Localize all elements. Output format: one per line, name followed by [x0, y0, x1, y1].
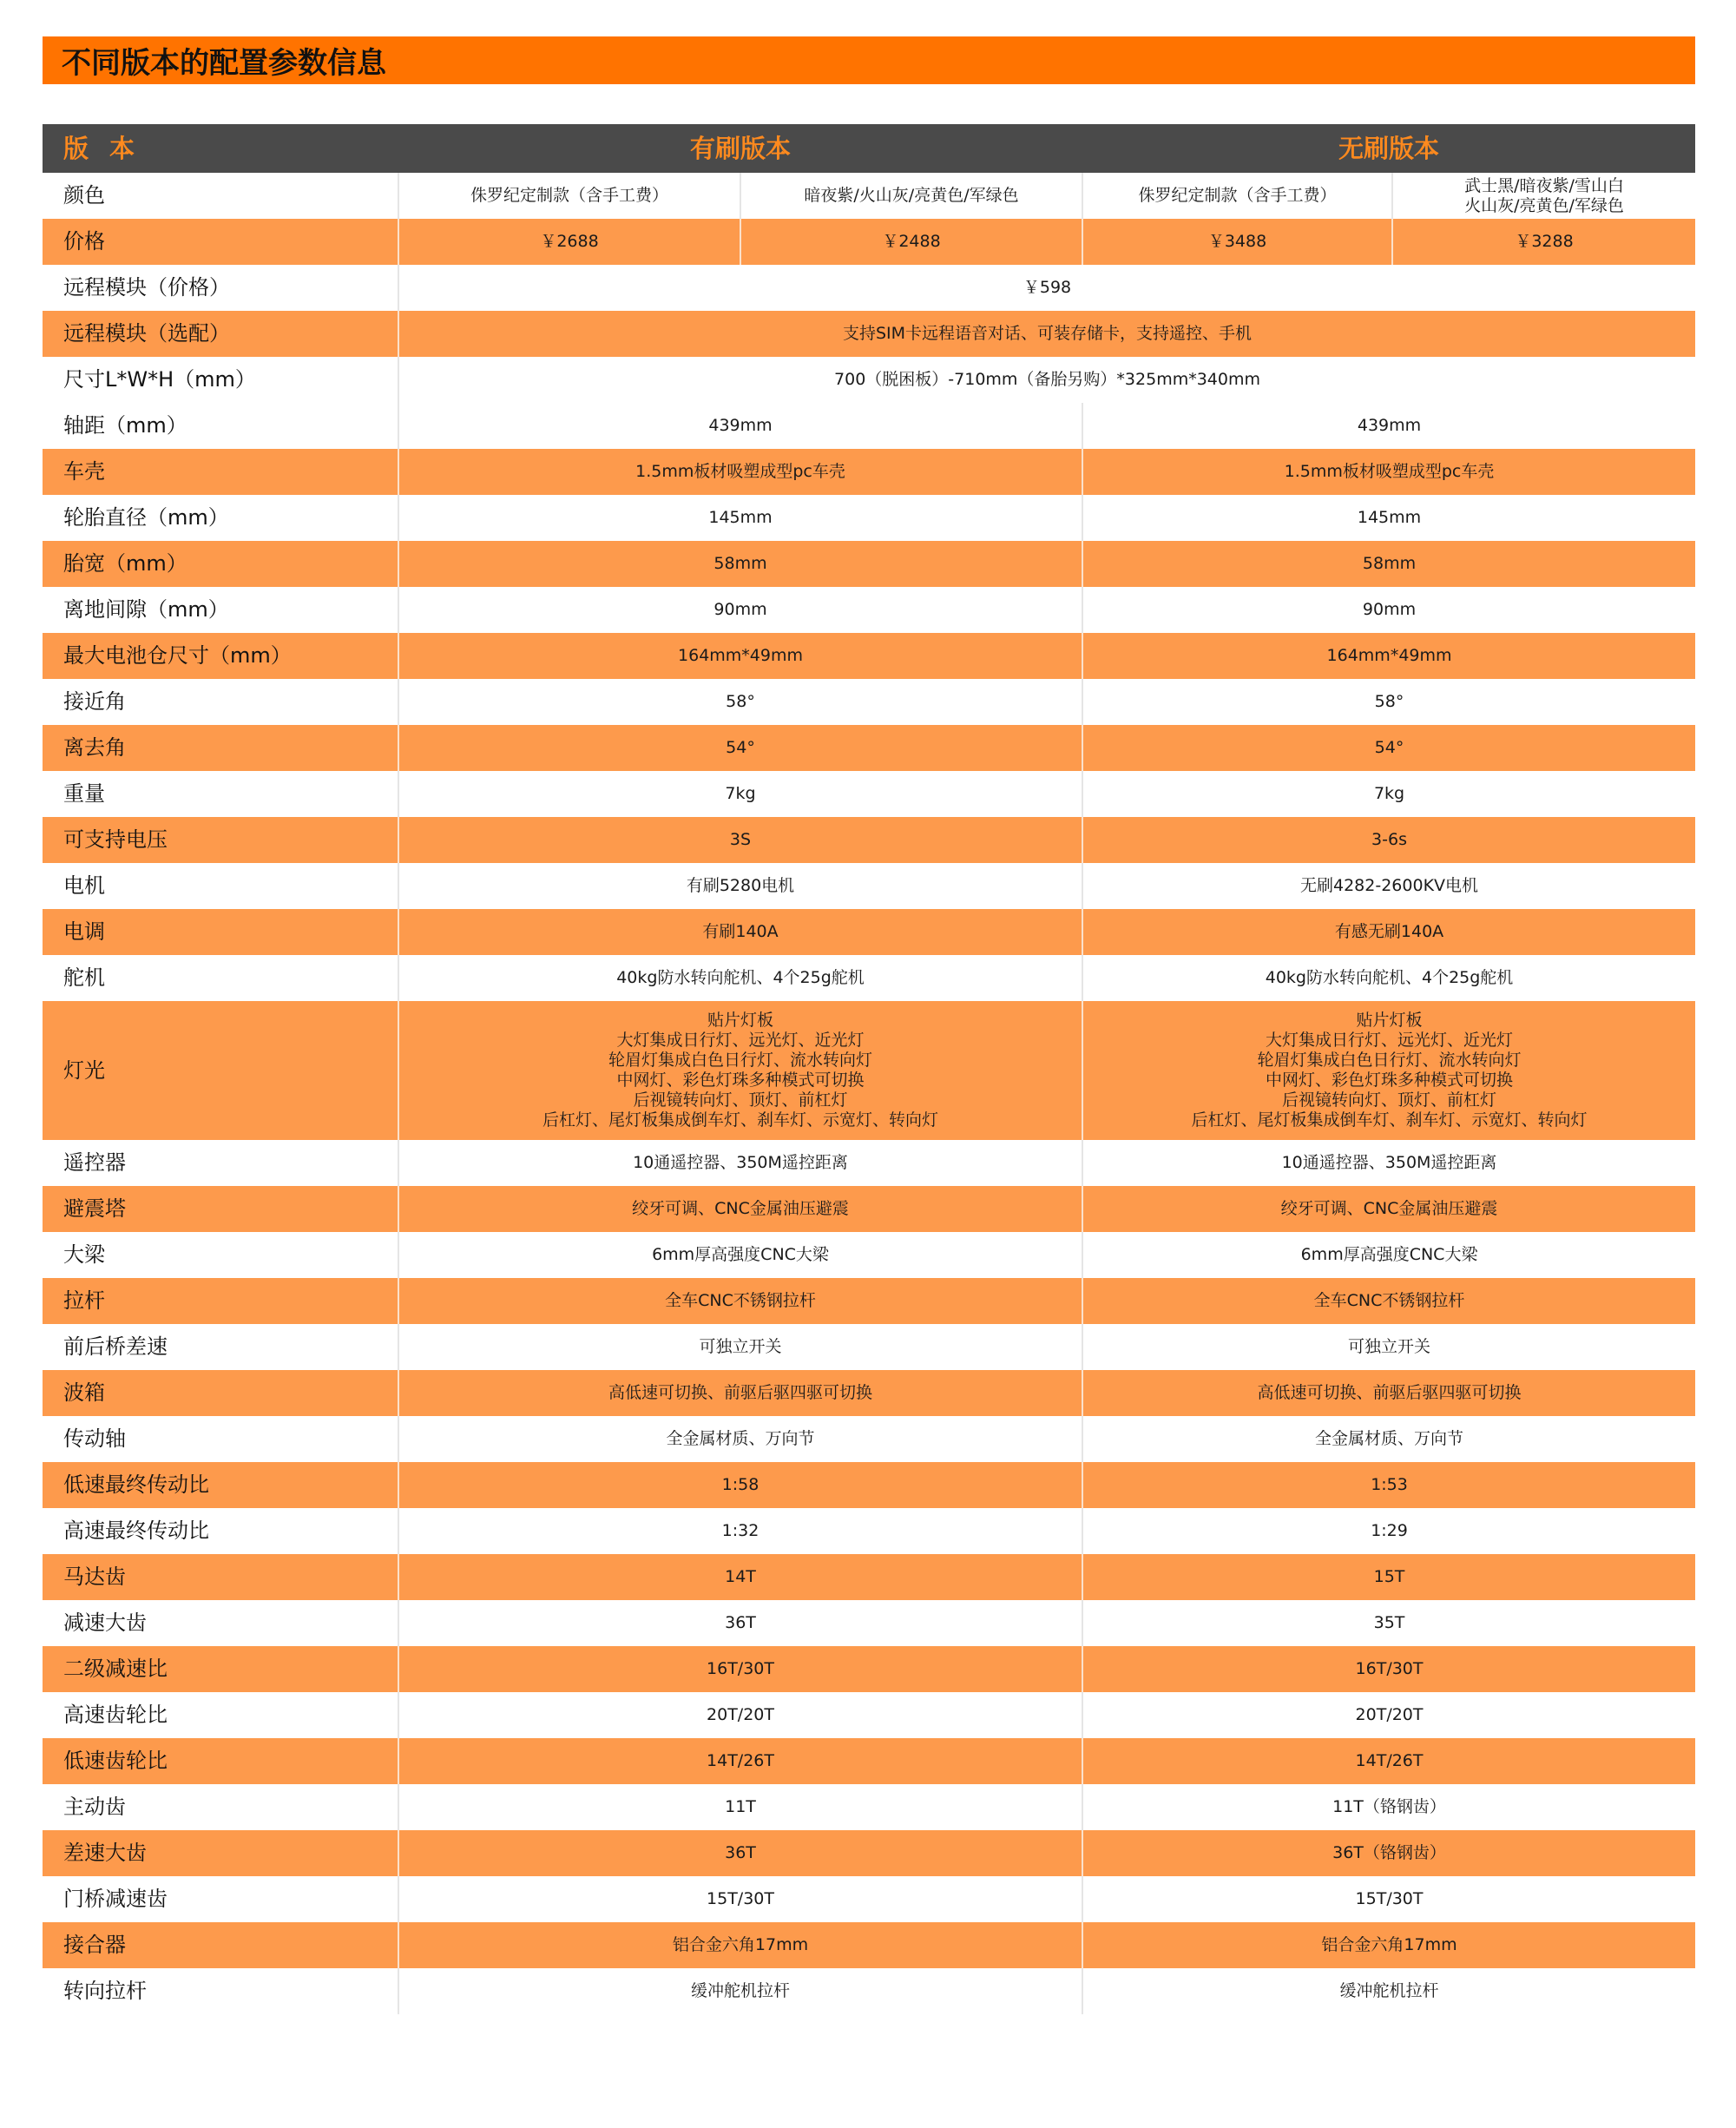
table-header-row [43, 124, 1695, 173]
cell-brushed: 15T/30T [398, 1876, 1082, 1922]
cell-brushless: 35T [1082, 1600, 1695, 1646]
cell-brushless: 15T/30T [1082, 1876, 1695, 1922]
spec-table [43, 124, 1695, 2014]
cell-brushless: 全车CNC不锈钢拉杆 [1082, 1278, 1695, 1324]
row-label: 主动齿 [43, 1784, 398, 1830]
cell-brushless-color-a: 侏罗纪定制款（含手工费） [1082, 173, 1392, 219]
table-row [43, 219, 1695, 265]
cell-brushless: 15T [1082, 1554, 1695, 1600]
page-title: 不同版本的配置参数信息 [62, 46, 386, 81]
row-label: 差速大齿 [43, 1830, 398, 1876]
row-label: 电调 [43, 909, 398, 955]
row-label: 大梁 [43, 1232, 398, 1278]
row-label: 低速齿轮比 [43, 1738, 398, 1784]
table-row [43, 1278, 1695, 1324]
row-label: 接近角 [43, 679, 398, 725]
cell-brushless: 高低速可切换、前驱后驱四驱可切换 [1082, 1370, 1695, 1416]
row-label: 轴距（mm） [43, 403, 398, 449]
table-row [43, 725, 1695, 771]
cell-line: 中网灯、彩色灯珠多种模式可切换 [1266, 1071, 1514, 1090]
table-row [43, 1922, 1695, 1968]
cell-line: 贴片灯板 [707, 1011, 774, 1030]
cell-brushed-color-a: 侏罗纪定制款（含手工费） [398, 173, 740, 219]
cell-brushed: 全金属材质、万向节 [398, 1416, 1082, 1462]
cell-brushless: 可独立开关 [1082, 1324, 1695, 1370]
cell-brushless: 40kg防水转向舵机、4个25g舵机 [1082, 955, 1695, 1001]
row-label: 舵机 [43, 955, 398, 1001]
row-label: 转向拉杆 [43, 1968, 398, 2014]
cell-line: 贴片灯板 [1356, 1011, 1423, 1030]
row-label: 门桥减速齿 [43, 1876, 398, 1922]
row-label: 遥控器 [43, 1140, 398, 1186]
row-label: 离去角 [43, 725, 398, 771]
cell-brushless-price-b: ￥3288 [1392, 219, 1695, 265]
cell-line: 大灯集成日行灯、远光灯、近光灯 [1266, 1031, 1514, 1050]
cell-brushless: 绞牙可调、CNC金属油压避震 [1082, 1186, 1695, 1232]
table-row [43, 1646, 1695, 1692]
row-label: 尺寸L*W*H（mm） [43, 357, 398, 403]
row-label: 车壳 [43, 449, 398, 495]
cell-brushed: 54° [398, 725, 1082, 771]
header-brushed: 有刷版本 [398, 124, 1082, 173]
row-label: 接合器 [43, 1922, 398, 1968]
cell-line: 后杠灯、尾灯板集成倒车灯、刹车灯、示宽灯、转向灯 [542, 1110, 939, 1130]
table-row [43, 311, 1695, 357]
table-row [43, 1738, 1695, 1784]
table-row [43, 771, 1695, 817]
cell-brushless: 10通遥控器、350M遥控距离 [1082, 1140, 1695, 1186]
table-row [43, 1968, 1695, 2014]
row-label: 前后桥差速 [43, 1324, 398, 1370]
cell-brushless: 16T/30T [1082, 1646, 1695, 1692]
table-row [43, 265, 1695, 311]
cell-brushless: 164mm*49mm [1082, 633, 1695, 679]
row-label: 重量 [43, 771, 398, 817]
header-brushless: 无刷版本 [1082, 124, 1695, 173]
cell-line: 火山灰/亮黄色/军绿色 [1464, 195, 1624, 215]
cell-brushless-lights [1082, 1001, 1695, 1140]
table-row [43, 1186, 1695, 1232]
cell-brushed-color-b: 暗夜紫/火山灰/亮黄色/军绿色 [740, 173, 1082, 219]
table-row [43, 541, 1695, 587]
row-label: 高速齿轮比 [43, 1692, 398, 1738]
cell-brushless-price-a: ￥3488 [1082, 219, 1392, 265]
row-label: 胎宽（mm） [43, 541, 398, 587]
cell-brushed: 铝合金六角17mm [398, 1922, 1082, 1968]
cell-shared: 700（脱困板）-710mm（备胎另购）*325mm*340mm [398, 357, 1695, 403]
cell-brushed: 3S [398, 817, 1082, 863]
table-row [43, 955, 1695, 1001]
row-label: 远程模块（价格） [43, 265, 398, 311]
cell-brushed: 14T/26T [398, 1738, 1082, 1784]
cell-brushless-color-b [1392, 173, 1695, 219]
cell-brushed: 58mm [398, 541, 1082, 587]
cell-brushless: 缓冲舵机拉杆 [1082, 1968, 1695, 2014]
cell-brushless: 全金属材质、万向节 [1082, 1416, 1695, 1462]
row-label: 减速大齿 [43, 1600, 398, 1646]
cell-brushed: 有刷5280电机 [398, 863, 1082, 909]
cell-brushless: 11T（铬钢齿） [1082, 1784, 1695, 1830]
cell-brushless: 90mm [1082, 587, 1695, 633]
cell-brushless: 铝合金六角17mm [1082, 1922, 1695, 1968]
table-row [43, 679, 1695, 725]
cell-brushless: 439mm [1082, 403, 1695, 449]
row-label: 避震塔 [43, 1186, 398, 1232]
cell-brushless: 54° [1082, 725, 1695, 771]
page-title-bar [43, 36, 1695, 84]
header-version-label: 版本 [43, 124, 398, 173]
row-label: 波箱 [43, 1370, 398, 1416]
table-row [43, 863, 1695, 909]
cell-brushed: 58° [398, 679, 1082, 725]
cell-brushless: 58mm [1082, 541, 1695, 587]
cell-brushed: 缓冲舵机拉杆 [398, 1968, 1082, 2014]
cell-brushless: 1.5mm板材吸塑成型pc车壳 [1082, 449, 1695, 495]
cell-brushed: 40kg防水转向舵机、4个25g舵机 [398, 955, 1082, 1001]
cell-brushed-price-b: ￥2488 [740, 219, 1082, 265]
table-row [43, 1416, 1695, 1462]
cell-brushed: 1:58 [398, 1462, 1082, 1508]
row-label: 传动轴 [43, 1416, 398, 1462]
table-row [43, 1692, 1695, 1738]
cell-brushed: 7kg [398, 771, 1082, 817]
cell-brushed: 11T [398, 1784, 1082, 1830]
table-row [43, 173, 1695, 219]
row-label: 二级减速比 [43, 1646, 398, 1692]
row-label: 电机 [43, 863, 398, 909]
cell-brushed: 可独立开关 [398, 1324, 1082, 1370]
table-row [43, 403, 1695, 449]
table-row [43, 1140, 1695, 1186]
cell-brushed-price-a: ￥2688 [398, 219, 740, 265]
cell-brushed: 36T [398, 1600, 1082, 1646]
cell-brushed: 高低速可切换、前驱后驱四驱可切换 [398, 1370, 1082, 1416]
table-row [43, 1554, 1695, 1600]
cell-brushed: 90mm [398, 587, 1082, 633]
row-label: 马达齿 [43, 1554, 398, 1600]
cell-brushed: 10通遥控器、350M遥控距离 [398, 1140, 1082, 1186]
table-row [43, 817, 1695, 863]
table-row [43, 1830, 1695, 1876]
cell-shared: 支持SIM卡远程语音对话、可装存储卡，支持遥控、手机 [398, 311, 1695, 357]
cell-brushed: 绞牙可调、CNC金属油压避震 [398, 1186, 1082, 1232]
cell-brushless: 145mm [1082, 495, 1695, 541]
table-row [43, 1508, 1695, 1554]
cell-brushless: 36T（铬钢齿） [1082, 1830, 1695, 1876]
cell-line: 轮眉灯集成白色日行灯、流水转向灯 [608, 1051, 873, 1070]
cell-brushless: 6mm厚高强度CNC大梁 [1082, 1232, 1695, 1278]
table-row [43, 587, 1695, 633]
cell-brushless: 无刷4282-2600KV电机 [1082, 863, 1695, 909]
table-row [43, 1600, 1695, 1646]
table-row [43, 495, 1695, 541]
row-label: 可支持电压 [43, 817, 398, 863]
row-label: 最大电池仓尺寸（mm） [43, 633, 398, 679]
table-row [43, 1784, 1695, 1830]
row-label: 灯光 [43, 1001, 398, 1140]
cell-line: 轮眉灯集成白色日行灯、流水转向灯 [1257, 1051, 1522, 1070]
cell-brushless: 1:29 [1082, 1508, 1695, 1554]
table-row [43, 449, 1695, 495]
cell-brushless: 58° [1082, 679, 1695, 725]
cell-brushless: 14T/26T [1082, 1738, 1695, 1784]
row-label: 轮胎直径（mm） [43, 495, 398, 541]
row-label: 高速最终传动比 [43, 1508, 398, 1554]
cell-brushed-lights [398, 1001, 1082, 1140]
table-row [43, 357, 1695, 403]
cell-brushed: 14T [398, 1554, 1082, 1600]
table-row [43, 909, 1695, 955]
cell-brushed: 有刷140A [398, 909, 1082, 955]
cell-brushed: 1:32 [398, 1508, 1082, 1554]
cell-brushed: 6mm厚高强度CNC大梁 [398, 1232, 1082, 1278]
cell-brushed: 439mm [398, 403, 1082, 449]
row-label: 颜色 [43, 173, 398, 219]
row-label: 远程模块（选配） [43, 311, 398, 357]
cell-line: 后杠灯、尾灯板集成倒车灯、刹车灯、示宽灯、转向灯 [1191, 1110, 1588, 1130]
row-label: 价格 [43, 219, 398, 265]
cell-brushed: 全车CNC不锈钢拉杆 [398, 1278, 1082, 1324]
cell-brushed: 145mm [398, 495, 1082, 541]
cell-brushed: 1.5mm板材吸塑成型pc车壳 [398, 449, 1082, 495]
cell-line: 大灯集成日行灯、远光灯、近光灯 [616, 1031, 865, 1050]
table-row [43, 1462, 1695, 1508]
table-row [43, 1232, 1695, 1278]
cell-line: 后视镜转向灯、顶灯、前杠灯 [633, 1090, 848, 1110]
table-row [43, 633, 1695, 679]
table-row-lights [43, 1001, 1695, 1140]
cell-brushed: 16T/30T [398, 1646, 1082, 1692]
cell-brushless: 1:53 [1082, 1462, 1695, 1508]
row-label: 离地间隙（mm） [43, 587, 398, 633]
cell-line: 武士黑/暗夜紫/雪山白 [1464, 175, 1624, 195]
table-row [43, 1324, 1695, 1370]
cell-brushless: 有感无刷140A [1082, 909, 1695, 955]
cell-line: 中网灯、彩色灯珠多种模式可切换 [616, 1071, 865, 1090]
table-row [43, 1876, 1695, 1922]
cell-brushless: 7kg [1082, 771, 1695, 817]
table-row [43, 1370, 1695, 1416]
row-label: 低速最终传动比 [43, 1462, 398, 1508]
cell-brushed: 36T [398, 1830, 1082, 1876]
cell-brushed: 20T/20T [398, 1692, 1082, 1738]
row-label: 拉杆 [43, 1278, 398, 1324]
cell-brushless: 3-6s [1082, 817, 1695, 863]
cell-brushless: 20T/20T [1082, 1692, 1695, 1738]
cell-shared: ￥598 [398, 265, 1695, 311]
cell-brushed: 164mm*49mm [398, 633, 1082, 679]
cell-line: 后视镜转向灯、顶灯、前杠灯 [1282, 1090, 1497, 1110]
